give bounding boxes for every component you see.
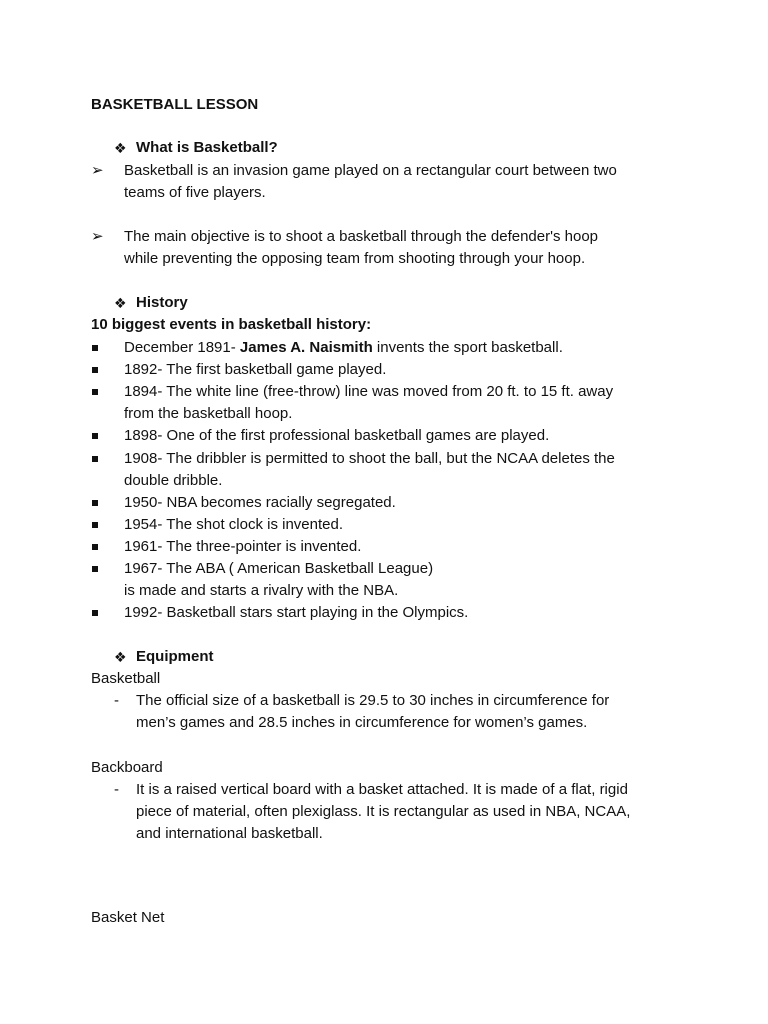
square-bullet-icon bbox=[92, 610, 98, 616]
square-bullet-icon bbox=[92, 522, 98, 528]
history-item: 1954- The shot clock is invented. bbox=[124, 516, 344, 533]
diamond-bullet-icon: ❖ bbox=[114, 649, 127, 665]
square-bullet-icon bbox=[92, 544, 98, 550]
equipment-label-basket-net: Basket Net bbox=[91, 909, 165, 926]
history-item-prefix: December 1891- bbox=[124, 339, 240, 356]
history-item: 1950- NBA becomes racially segregated. bbox=[124, 494, 396, 511]
equipment-label-backboard: Backboard bbox=[91, 759, 163, 776]
history-item-continuation: from the basketball hoop. bbox=[124, 405, 293, 422]
square-bullet-icon bbox=[92, 367, 98, 373]
square-bullet-icon bbox=[92, 456, 98, 462]
square-bullet-icon bbox=[92, 566, 98, 572]
square-bullet-icon bbox=[92, 389, 98, 395]
history-item: 1894- The white line (free-throw) line was moved from 20 ft. to 15 ft. away bbox=[124, 383, 614, 400]
history-item: 1898- One of the first professional basketball games are played. bbox=[124, 427, 550, 444]
history-item-suffix: invents the sport basketball. bbox=[372, 339, 563, 356]
square-bullet-icon bbox=[92, 345, 98, 351]
square-bullet-icon bbox=[92, 433, 98, 439]
paragraph-line: The main objective is to shoot a basketball through the defender's hoop bbox=[124, 228, 599, 245]
square-bullet-icon bbox=[92, 500, 98, 506]
history-item: 1961- The three-pointer is invented. bbox=[124, 538, 362, 555]
document-title: BASKETBALL LESSON bbox=[91, 96, 259, 113]
equipment-description-line: The official size of a basketball is 29.5 to 30 inches in circumference for bbox=[136, 692, 610, 709]
paragraph-line: Basketball is an invasion game played on a rectangular court between two bbox=[124, 162, 617, 179]
history-item-continuation: is made and starts a rivalry with the NBA. bbox=[124, 582, 399, 599]
history-item: 1967- The ABA ( American Basketball League) bbox=[124, 560, 434, 577]
history-item-continuation: double dribble. bbox=[124, 472, 223, 489]
paragraph-line: while preventing the opposing team from shooting through your hoop. bbox=[124, 250, 586, 267]
equipment-label-basketball: Basketball bbox=[91, 670, 161, 687]
diamond-bullet-icon: ❖ bbox=[114, 140, 127, 156]
diamond-bullet-icon: ❖ bbox=[114, 295, 127, 311]
history-item: 1908- The dribbler is permitted to shoot the ball, but the NCAA deletes the bbox=[124, 450, 615, 467]
arrow-bullet-icon: ➢ bbox=[91, 162, 104, 179]
history-subheading: 10 biggest events in basketball history: bbox=[91, 316, 372, 333]
paragraph-line: teams of five players. bbox=[124, 184, 266, 201]
equipment-description-line: It is a raised vertical board with a basket attached. It is made of a flat, rigid bbox=[136, 781, 628, 798]
history-item bbox=[124, 337, 563, 359]
section-heading-history: History bbox=[136, 294, 188, 311]
dash-bullet-icon: - bbox=[114, 692, 119, 709]
section-heading-equipment: Equipment bbox=[136, 648, 214, 665]
equipment-description-line: men’s games and 28.5 inches in circumference for women’s games. bbox=[136, 714, 588, 731]
history-item: 1892- The first basketball game played. bbox=[124, 361, 387, 378]
history-item-bold-name: James A. Naismith bbox=[239, 339, 373, 356]
equipment-description-line: and international basketball. bbox=[136, 825, 323, 842]
arrow-bullet-icon: ➢ bbox=[91, 228, 104, 245]
dash-bullet-icon: - bbox=[114, 781, 119, 798]
equipment-description-line: piece of material, often plexiglass. It is rectangular as used in NBA, NCAA, bbox=[136, 803, 631, 820]
section-heading-what-is-basketball: What is Basketball? bbox=[136, 139, 278, 156]
history-item: 1992- Basketball stars start playing in the Olympics. bbox=[124, 604, 469, 621]
